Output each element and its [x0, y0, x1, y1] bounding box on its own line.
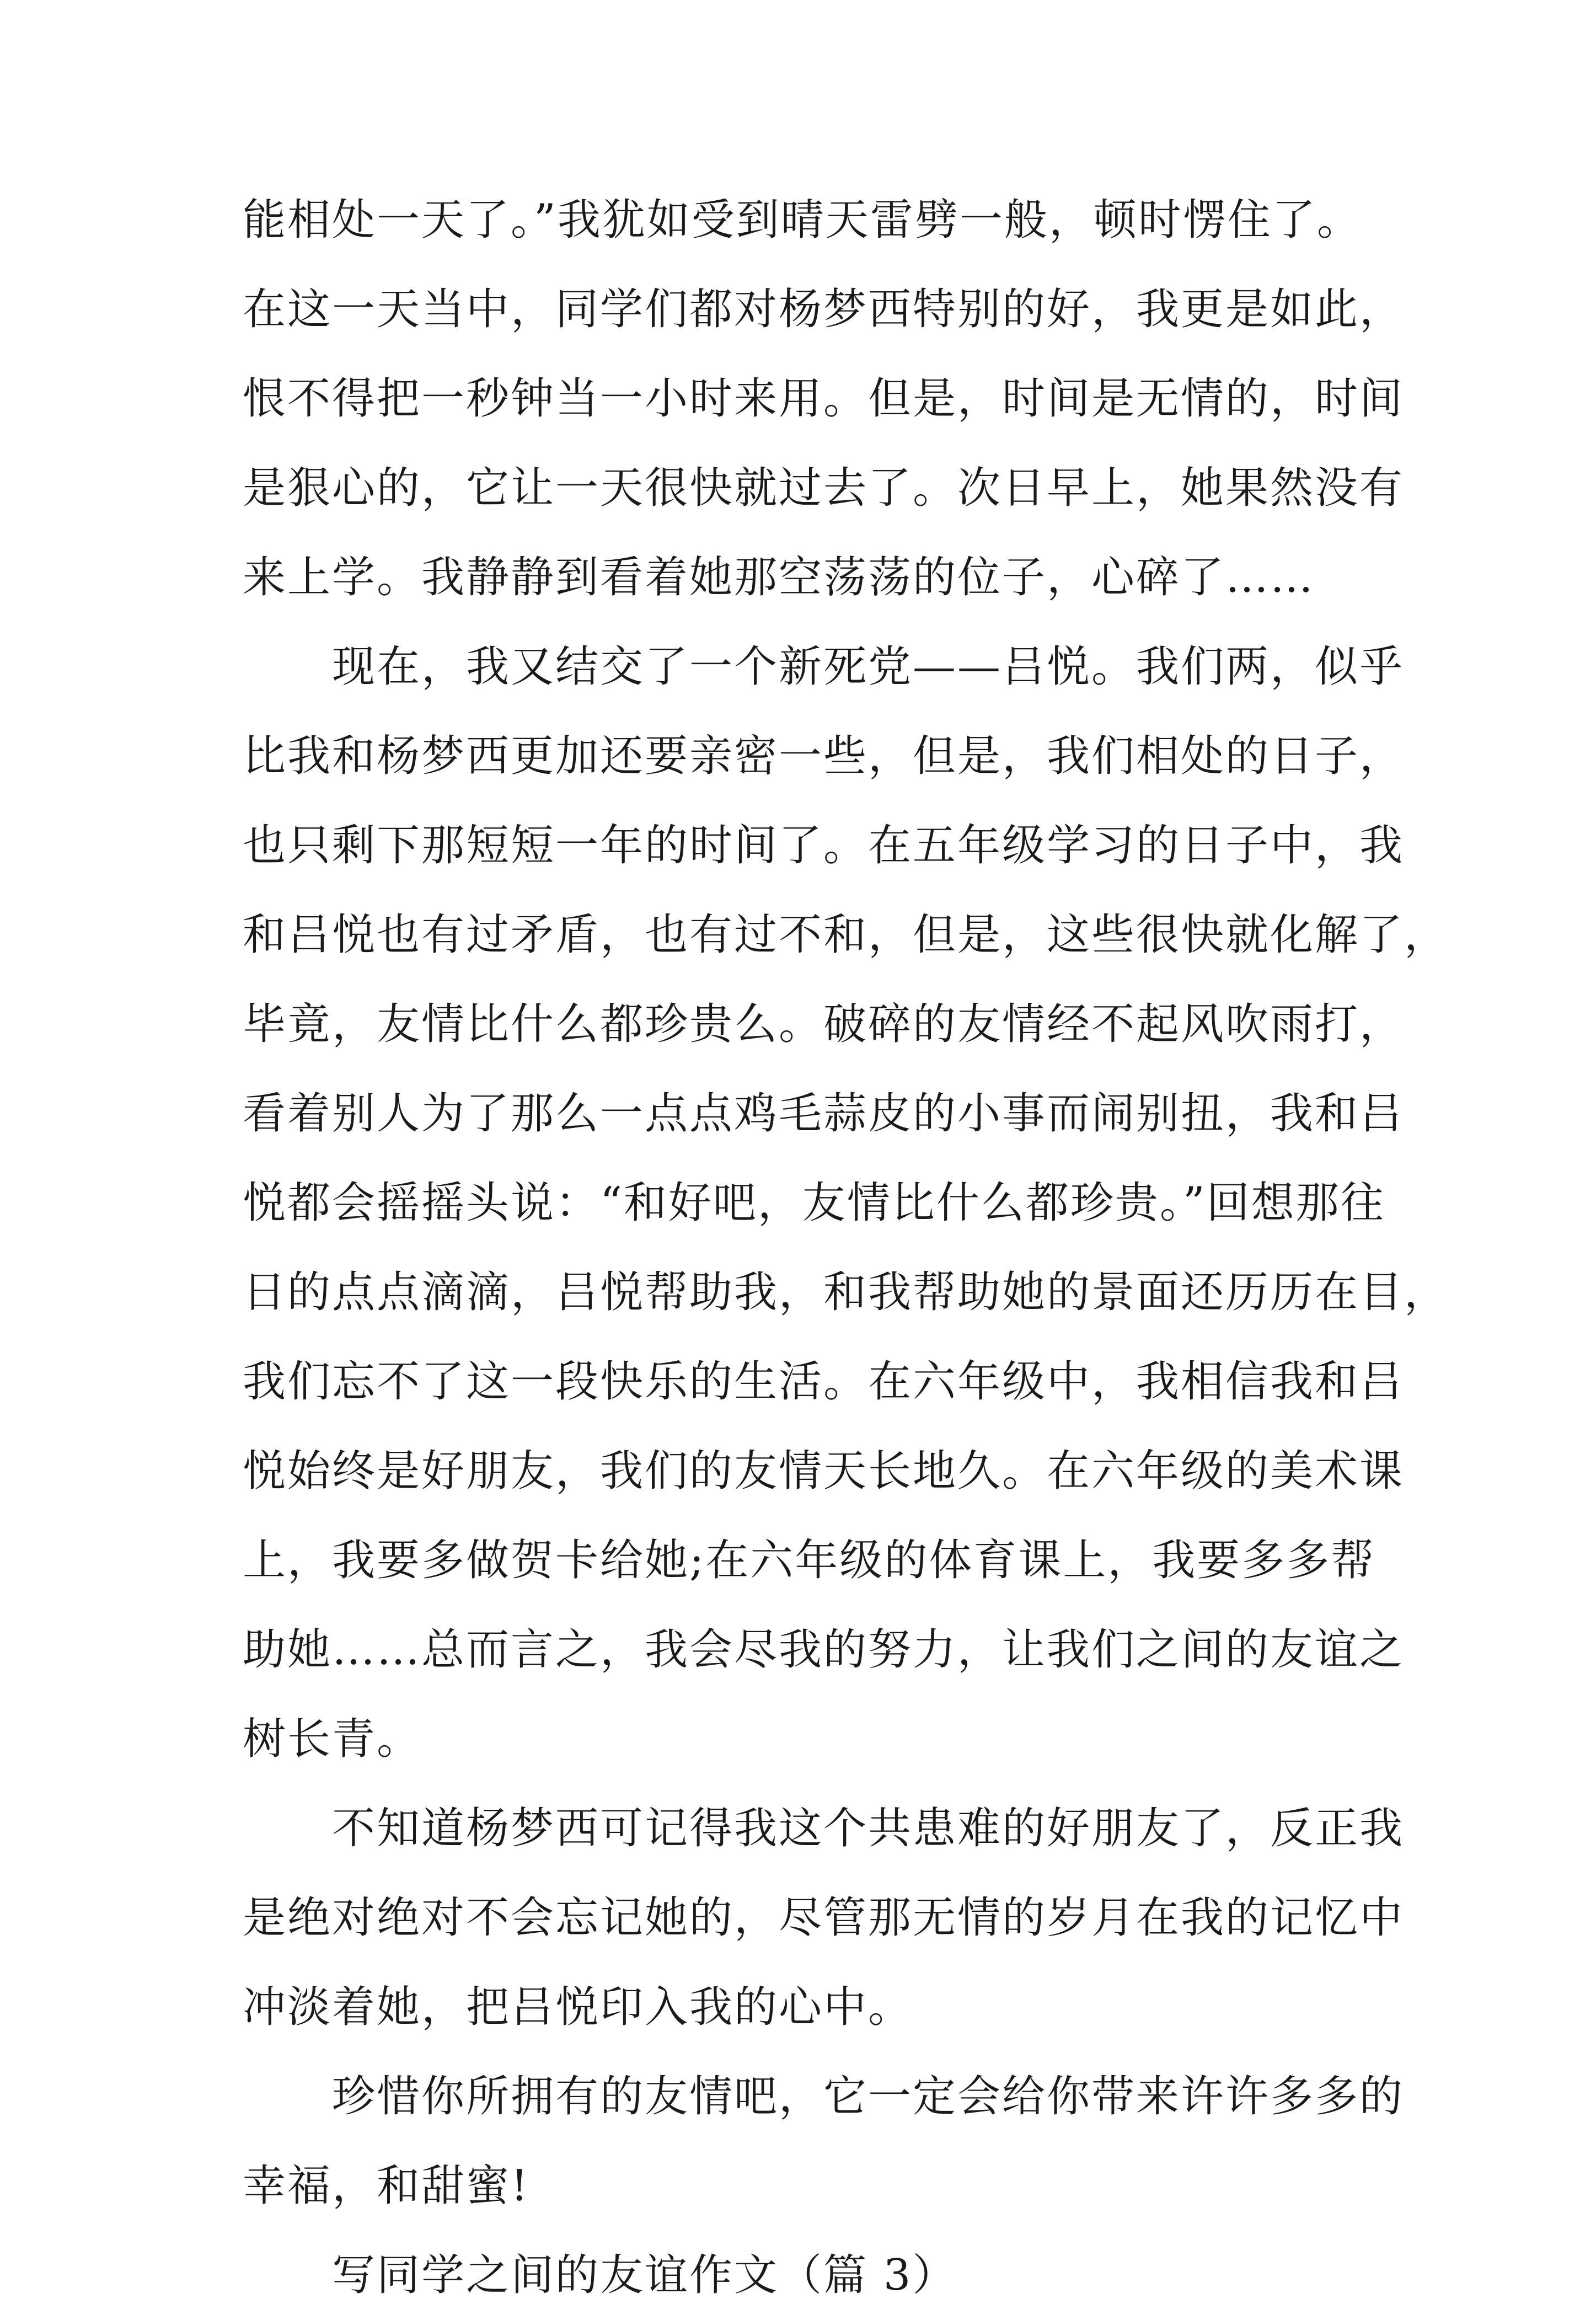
text-line: 助她……总而言之，我会尽我的努力，让我们之间的友谊之 [243, 1625, 1405, 1675]
text-line: 能相处一天了。”我犹如受到晴天雷劈一般，顿时愣住了。 [243, 195, 1362, 245]
text-line: 珍惜你所拥有的友情吧，它一定会给你带来许许多多的 [332, 2072, 1405, 2121]
text-line: 树长青。 [243, 1714, 422, 1764]
paragraph-2 [243, 622, 1449, 1784]
paragraph-1 [243, 175, 1405, 622]
text-line: 是狠心的，它让一天很快就过去了。次日早上，她果然没有 [243, 463, 1405, 513]
text-line: 毕竟，友情比什么都珍贵么。破碎的友情经不起风吹雨打， [243, 999, 1405, 1049]
paragraph-3 [243, 1784, 1405, 2052]
text-line: 我们忘不了这一段快乐的生活。在六年级中，我相信我和吕 [243, 1357, 1405, 1407]
text-line: 幸福，和甜蜜! [243, 2161, 530, 2211]
text-line: 也只剩下那短短一年的时间了。在五年级学习的日子中，我 [243, 821, 1405, 870]
paragraph-4 [243, 2052, 1405, 2231]
text-line: 看着别人为了那么一点点鸡毛蒜皮的小事而闹别扭，我和吕 [243, 1089, 1405, 1138]
text-line: 日的点点滴滴，吕悦帮助我，和我帮助她的景面还历历在目， [243, 1268, 1449, 1317]
heading-line: 写同学之间的友谊作文（篇 3） [332, 2250, 957, 2300]
text-line: 上，我要多做贺卡给她;在六年级的体育课上，我要多多帮 [243, 1536, 1376, 1585]
text-line: 冲淡着她，把吕悦印入我的心中。 [243, 1982, 913, 2032]
text-line: 在这一天当中，同学们都对杨梦西特别的好，我更是如此， [243, 285, 1405, 334]
text-line: 恨不得把一秒钟当一小时来用。但是，时间是无情的，时间 [243, 374, 1405, 424]
text-line: 悦都会摇摇头说：“和好吧，友情比什么都珍贵。”回想那往 [243, 1178, 1385, 1228]
text-line: 和吕悦也有过矛盾，也有过不和，但是，这些很快就化解了， [243, 910, 1449, 960]
text-line: 不知道杨梦西可记得我这个共患难的好朋友了，反正我 [332, 1804, 1405, 1853]
section-heading [243, 2231, 1368, 2320]
text-line: 悦始终是好朋友，我们的友情天长地久。在六年级的美术课 [243, 1446, 1405, 1496]
text-line: 比我和杨梦西更加还要亲密一些，但是，我们相处的日子， [243, 731, 1405, 781]
text-line: 现在，我又结交了一个新死党——吕悦。我们两，似乎 [332, 642, 1405, 692]
text-line: 来上学。我静静到看着她那空荡荡的位子，心碎了…… [243, 553, 1315, 602]
text-line: 是绝对绝对不会忘记她的，尽管那无情的岁月在我的记忆中 [243, 1893, 1405, 1943]
document-body [243, 175, 1449, 2320]
